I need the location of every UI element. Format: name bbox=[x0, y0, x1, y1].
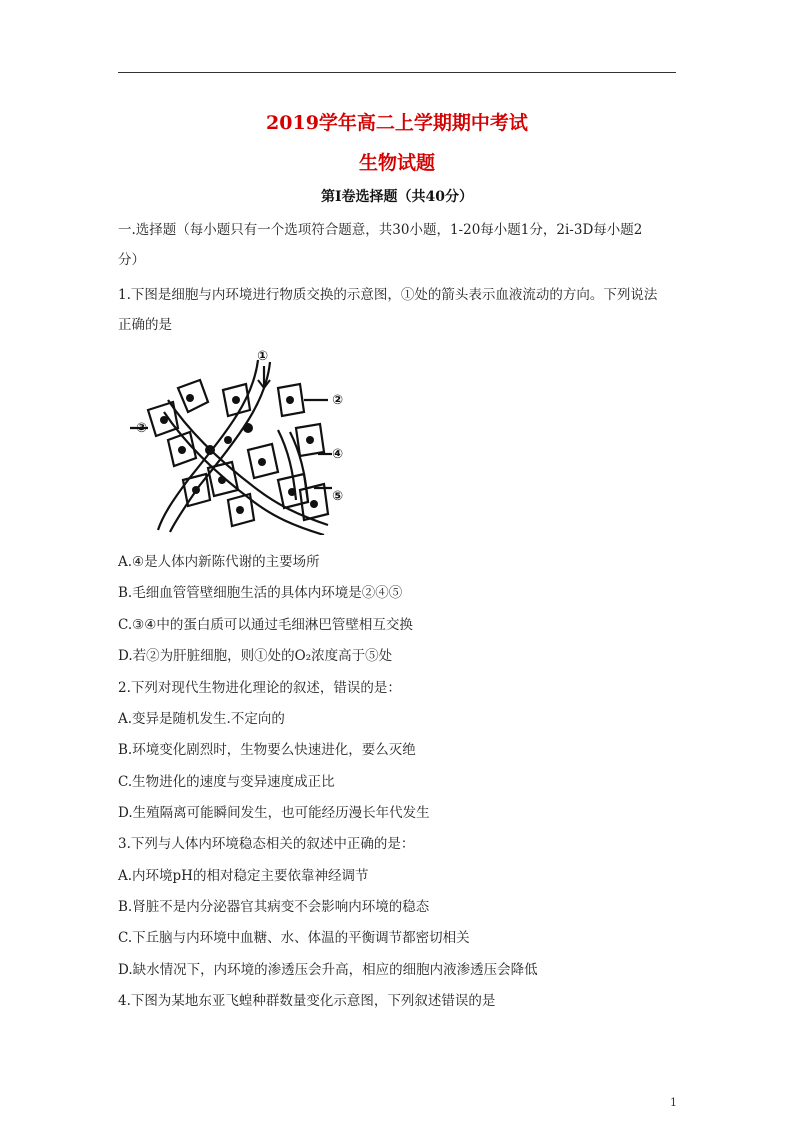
q3-option-a: A.内环境pH的相对稳定主要依靠神经调节 bbox=[118, 868, 369, 884]
diagram-label-2: ② bbox=[332, 393, 344, 408]
q3-option-d: D.缺水情况下，内环境的渗透压会升高，相应的细胞内液渗透压会降低 bbox=[118, 962, 538, 978]
instructions-line-1: 一.选择题（每小题只有一个选项符合题意，共30小题，1-20每小题1分，2i-3D每小题2 bbox=[118, 222, 643, 238]
q2-option-d: D.生殖隔离可能瞬间发生，也可能经历漫长年代发生 bbox=[118, 805, 430, 821]
q2-option-a: A.变异是随机发生.不定向的 bbox=[118, 711, 285, 727]
exam-title: 2019学年高二上学期期中考试 bbox=[266, 112, 528, 134]
q1-option-d: D.若②为肝脏细胞，则①处的O₂浓度高于⑤处 bbox=[118, 648, 393, 664]
diagram-label-3: ③ bbox=[136, 421, 148, 436]
q3-option-c: C.下丘脑与内环境中血糖、水、体温的平衡调节都密切相关 bbox=[118, 930, 470, 946]
q1-stem-line-1: 1.下图是细胞与内环境进行物质交换的示意图，①处的箭头表示血液流动的方向。下列说法 bbox=[118, 287, 658, 303]
q1-stem-line-2: 正确的是 bbox=[118, 317, 172, 333]
diagram-label-5: ⑤ bbox=[332, 489, 344, 504]
q4-stem: 4.下图为某地东亚飞蝗种群数量变化示意图，下列叙述错误的是 bbox=[118, 993, 496, 1009]
q2-option-b: B.环境变化剧烈时，生物要么快速进化，要么灭绝 bbox=[118, 742, 416, 758]
header-rule bbox=[118, 72, 676, 73]
q1-option-b: B.毛细血管管壁细胞生活的具体内环境是②④⑤ bbox=[118, 585, 403, 601]
q3-stem: 3.下列与人体内环境稳态相关的叙述中正确的是： bbox=[118, 836, 415, 852]
q2-stem: 2.下列对现代生物进化理论的叙述，错误的是： bbox=[118, 680, 401, 696]
diagram-label-4: ④ bbox=[332, 447, 344, 462]
diagram-label-1: ① bbox=[257, 349, 269, 364]
instructions-line-2: 分） bbox=[118, 252, 145, 268]
section-heading: 第Ⅰ卷选择题（共40分） bbox=[320, 189, 474, 205]
exam-subtitle: 生物试题 bbox=[358, 152, 435, 174]
q3-option-b: B.肾脏不是内分泌器官其病变不会影响内环境的稳态 bbox=[118, 899, 430, 915]
q1-option-a: A.④是人体内新陈代谢的主要场所 bbox=[118, 554, 320, 570]
q1-option-c: C.③④中的蛋白质可以通过毛细淋巴管壁相互交换 bbox=[118, 617, 413, 633]
cell-exchange-diagram bbox=[128, 340, 358, 535]
page-number: 1 bbox=[670, 1096, 677, 1109]
q2-option-c: C.生物进化的速度与变异速度成正比 bbox=[118, 774, 335, 790]
